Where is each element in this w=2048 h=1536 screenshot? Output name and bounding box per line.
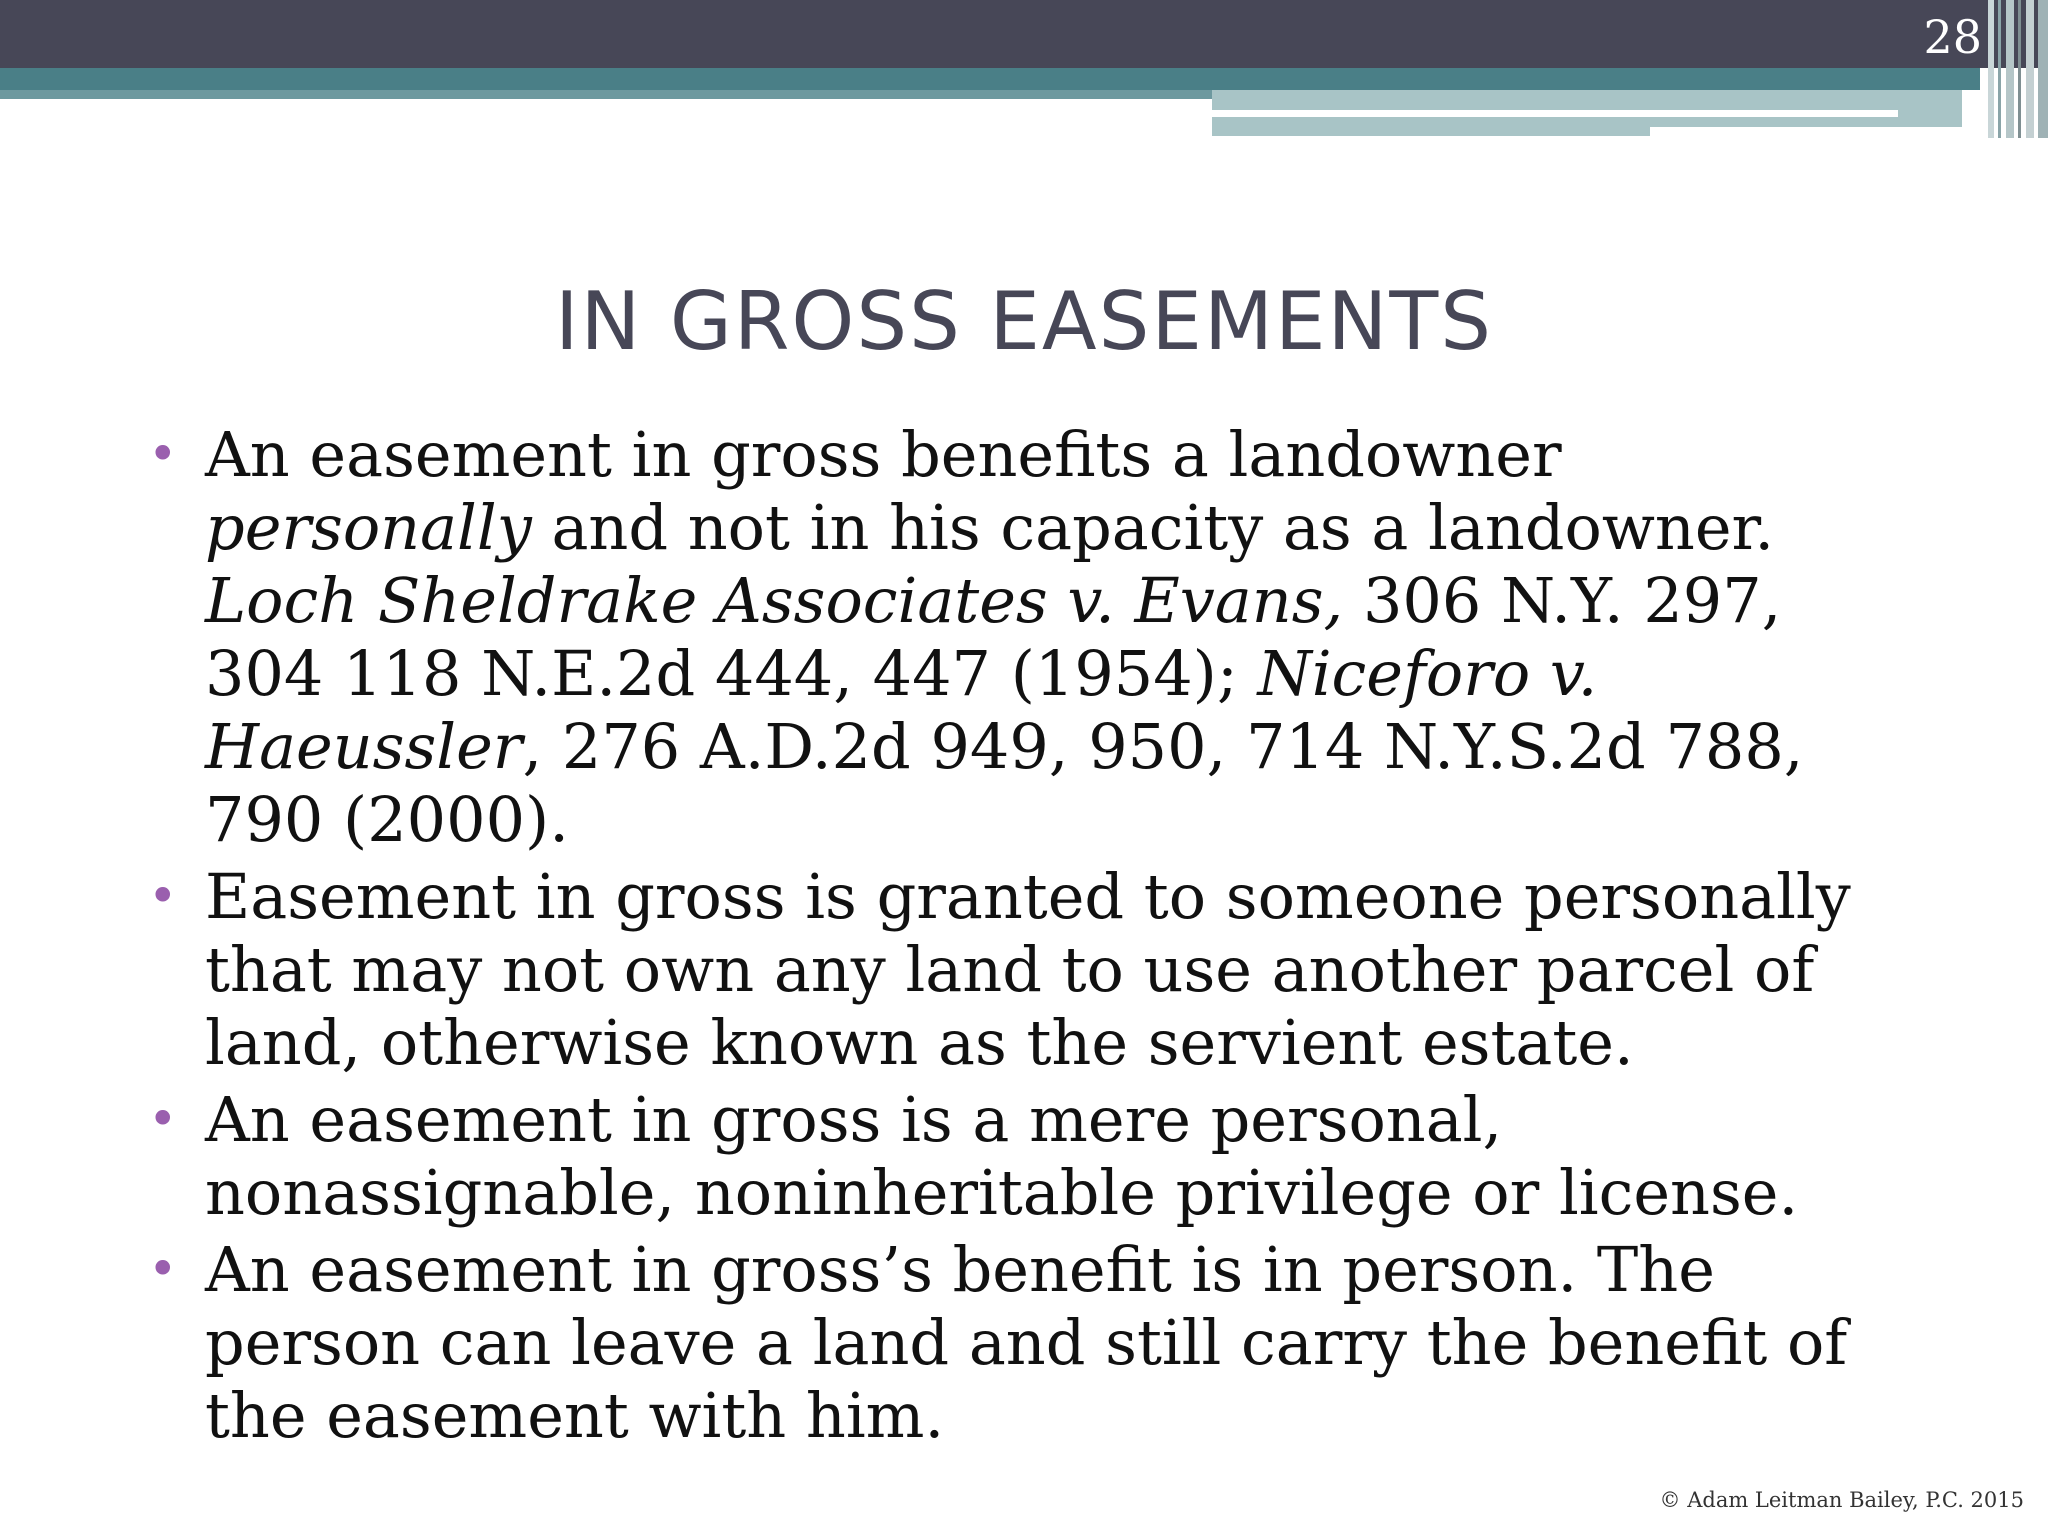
bullet-dot-icon: • xyxy=(148,1240,178,1298)
bullet-text-italic: personally xyxy=(205,491,532,564)
header-white-line xyxy=(1650,127,1962,136)
bullet-list xyxy=(148,418,1905,1456)
bullet-item xyxy=(148,1083,1905,1229)
copyright-footer: © Adam Leitman Bailey, P.C. 2015 xyxy=(1659,1488,2024,1512)
slide-title: IN GROSS EASEMENTS xyxy=(554,275,1494,368)
header-vertical-stripe xyxy=(2018,0,2021,138)
header-white-line xyxy=(1212,110,1898,117)
header-vertical-stripe xyxy=(1988,0,1994,138)
bullet-text: An easement in gross’s benefit is in person. The person can leave a land and still carry the benefit of the easement with him. xyxy=(205,1233,1848,1452)
case-citation-italic: Loch Sheldrake Associates v. Evans, xyxy=(205,564,1344,637)
bullet-item xyxy=(148,1233,1905,1452)
slide-number: 28 xyxy=(1923,10,1982,64)
header-vertical-stripe xyxy=(2038,0,2048,138)
bullet-text: and not in his capacity as a landowner. xyxy=(531,491,1775,564)
bullet-text: An easement in gross benefits a landowner xyxy=(205,418,1562,491)
header-vertical-stripe xyxy=(1998,0,2001,138)
bullet-item xyxy=(148,860,1905,1079)
case-citation-italic: Niceforo v. Haeussler xyxy=(205,637,1598,783)
bullet-text: , 276 A.D.2d 949, 950, 714 N.Y.S.2d 788, 790 (2000). xyxy=(205,710,1804,856)
bullet-dot-icon: • xyxy=(148,1090,178,1148)
bullet-item xyxy=(148,418,1905,856)
header-vertical-stripe xyxy=(2006,0,2014,138)
header-band-teal-light xyxy=(0,90,1212,99)
bullet-text: An easement in gross is a mere personal, nonassignable, noninheritable privilege or license. xyxy=(205,1083,1799,1229)
header-band-dark xyxy=(0,0,2048,68)
header-vertical-stripe xyxy=(2026,0,2034,138)
bullet-text: Easement in gross is granted to someone personally that may not own any land to use another parcel of land, otherwise known as the servient estate. xyxy=(205,860,1851,1079)
header-band-teal xyxy=(0,68,1980,90)
bullet-dot-icon: • xyxy=(148,867,178,925)
bullet-dot-icon: • xyxy=(148,425,178,483)
bullet-text: 306 N.Y. 297, 304 118 N.E.2d 444, 447 (1954); xyxy=(205,564,1782,710)
